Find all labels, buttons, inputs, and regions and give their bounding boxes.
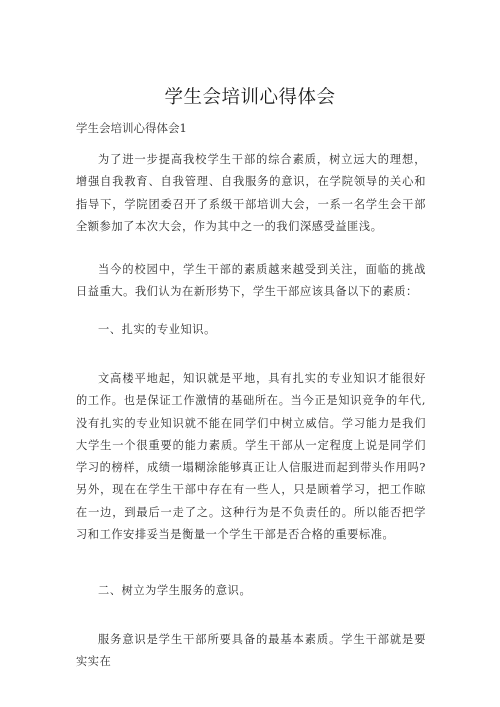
paragraph-intro: 为了进一步提高我校学生干部的综合素质，树立远大的理想，增强自我教育、自我管理、自我服务的意识，在学院领导的关心和指导下，学院团委召开了系级干部培训大会，一系一名学生会干部全额参加了本次大会，作为其中之一的我们深感受益匪浅。 [76, 153, 426, 233]
paragraph-qualities: 当今的校园中，学生干部的素质越来越受到关注，面临的挑战日益重大。我们认为在新形势下，学生干部应该具备以下的素质： [76, 263, 426, 299]
section-heading-2: 二、树立为学生服务的意识。 [98, 584, 252, 597]
section-heading-1: 一、扎实的专业知识。 [98, 323, 216, 336]
document-subtitle: 学生会培训心得体会1 [76, 121, 187, 135]
paragraph-service: 服务意识是学生干部所要具备的最基本素质。学生干部就是要实实在 [76, 633, 426, 669]
document-title: 学生会培训心得体会 [164, 87, 336, 108]
paragraph-knowledge: 文高楼平地起，知识就是平地，具有扎实的专业知识才能很好的工作。也是保证工作激情的基础所在。当今正是知识竞争的年代,没有扎实的专业知识就不能在同学们中树立威信。学习能力是我们大学生一个很重要的能力素质。学生干部从一定程度上说是同学们学习的榜样，成绩一塌糊涂能够真正让人信服进而起到带头作用吗?另外，现在在学生干部中存在有一些人，只是顾着学习，把工作晾在一边，到最后一走了之。这种行为是不负责任的。所以能否把学习和工作安排妥当是衡量一个学生干部是否合格的重要标准。 [76, 372, 426, 542]
